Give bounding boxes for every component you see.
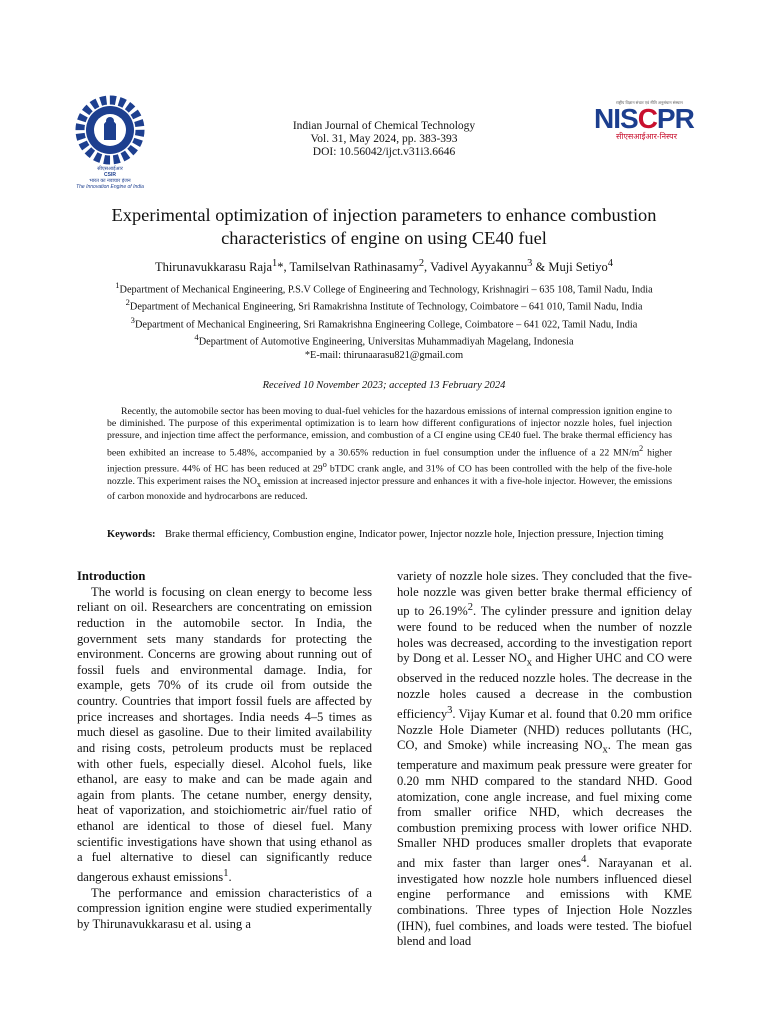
csir-hindi-name: सीएसआईआर: [97, 166, 123, 172]
abstract-text: higher injection pressure. 44% of HC has been reduced at 29: [107, 446, 672, 475]
title-line: Experimental optimization of injection parameters to enhance combustion: [111, 205, 657, 225]
author-sup: 4: [607, 258, 613, 269]
title-line: characteristics of engine on using CE40 fuel: [221, 228, 547, 248]
paragraph-text: . Narayanan et al. investigated how nozzle hole numbers influenced diesel engine performance and emissions with KME combinations. Three types of Injection Hole Nozzles (IHN), fuel combines, and loads were tested. The biofuel blend and load: [397, 856, 692, 949]
niscpr-brand: [594, 104, 694, 134]
keywords: [107, 528, 672, 542]
niscpr-hindi-brand: सीएसआईआर-निस्पर: [616, 132, 677, 141]
affiliation-sup: 1: [115, 280, 120, 290]
body-column-right: [397, 569, 692, 950]
keywords-text: Brake thermal efficiency, Combustion engine, Indicator power, Injector nozzle hole, Injection pressure, Injection timing: [165, 529, 664, 540]
author: [290, 260, 431, 274]
page-header: [0, 90, 768, 190]
abstract-sup: o: [322, 460, 327, 470]
csir-org: CSIR: [104, 172, 116, 178]
author-name: Tamilselvan Rathinasamy: [289, 260, 419, 275]
subscript: x: [526, 657, 532, 669]
affiliation-text: Department of Automotive Engineering, Universitas Muhammadiyah Magelang, Indonesia: [198, 336, 574, 348]
section-heading-introduction: Introduction: [77, 569, 146, 583]
abstract-sub: x: [256, 479, 261, 489]
abstract: [107, 406, 672, 503]
niscpr-brand-c: C: [637, 103, 657, 134]
abstract-text: emission at increased injector pressure and enhances it with a five-hole injector. However, the emissions of carbon monoxide and hydrocarbons are reduced.: [107, 475, 672, 502]
paragraph: [77, 585, 372, 886]
niscpr-tagline: राष्ट्रीय विज्ञान संचार एवं नीति अनुसंधान संस्थान: [616, 100, 683, 105]
author-name: Vadivel Ayyakannu: [430, 260, 528, 275]
body-column-left: [77, 569, 372, 933]
journal-doi[interactable]: DOI: 10.56042/ijct.v31i3.6646: [312, 146, 456, 158]
corresponding-email[interactable]: *E-mail: thirunaarasu821@gmail.com: [304, 350, 464, 361]
article-title: [60, 204, 708, 250]
abstract-text: bTDC crank angle, and 31% of CO has been controlled with the help of the five-hole nozzle. This experiment raises the NO: [107, 463, 673, 487]
author: [548, 260, 613, 274]
author-sep: ,: [424, 260, 431, 275]
affiliation: [0, 297, 768, 312]
affiliation-text: Department of Mechanical Engineering, P.S.V College of Engineering and Technology, Krishnagiri – 635 108, Tamil Nadu, India: [119, 284, 653, 296]
journal-issue: Vol. 31, May 2024, pp. 383-393: [310, 133, 458, 145]
author-name: Thirunavukkarasu Raja: [155, 260, 273, 275]
abstract-sup: 2: [639, 443, 644, 453]
keywords-label: Keywords:: [107, 529, 156, 540]
author-sup: 3: [527, 258, 533, 269]
author: [155, 260, 289, 274]
author: [430, 260, 548, 274]
paragraph-text: variety of nozzle hole sizes. They concluded that the five-hole nozzle was given better brake thermal efficiency of up to 26.19%: [397, 569, 692, 619]
paragraph-text: .: [228, 870, 232, 885]
subscript: x: [602, 744, 608, 756]
paragraph: [397, 569, 692, 950]
author-name: Muji Setiyo: [548, 260, 608, 275]
author-sep: *,: [277, 260, 290, 275]
niscpr-logo: [594, 100, 694, 140]
affiliation: [0, 315, 768, 330]
affiliation-sup: 3: [130, 315, 135, 325]
niscpr-brand-nis: NIS: [594, 103, 638, 134]
affiliation-text: Department of Mechanical Engineering, Sri Ramakrishna Engineering College, Coimbatore – 641 022, Tamil Nadu, India: [134, 319, 638, 331]
citation-ref[interactable]: 4: [581, 854, 587, 866]
affiliation-sup: 4: [194, 332, 199, 342]
affiliation-sup: 2: [125, 297, 130, 307]
received-dates: Received 10 November 2023; accepted 13 February 2024: [262, 380, 506, 391]
citation-ref[interactable]: 1: [223, 867, 229, 879]
paragraph-text: . The mean gas temperature and maximum peak pressure were greater for 0.20 mm NHD compared to the standard NHD. Good atomization, cone angle increase, and fuel mixing come from smaller orifice NHD, which decreases the combustion premixing process with lower orifice NHD. Smaller NHD produces smaller droplets that evaporate and mix faster than larger ones: [397, 738, 692, 871]
author-sup: 2: [418, 258, 425, 269]
paragraph-text: and Higher UHC and CO were observed in the reduced nozzle holes. The decrease in the nozzle holes caused a decrease in the combustion efficiency: [397, 651, 692, 721]
author-sup: 1: [272, 258, 278, 269]
niscpr-brand-pr: PR: [656, 103, 694, 134]
journal-name: Indian Journal of Chemical Technology: [292, 120, 476, 132]
paragraph-text: . Vijay Kumar et al. found that 0.20 mm orifice Nozzle Hole Diameter (NHD) reduces pollutants (HC, CO, and Smoke) while increasing NO: [397, 706, 692, 753]
csir-tagline: The Innovation Engine of India: [76, 184, 144, 190]
paragraph-text: . The cylinder pressure and ignition delay were found to be reduced when the number of nozzle holes was decreased, according to the investigation report by Dong et al. Lesser NO: [397, 604, 692, 666]
abstract-text: Recently, the automobile sector has been moving to dual-fuel vehicles for the hazardous emissions of internal compression ignition engine to be diminished. The purpose of this experimental optimization is to learn how different configurations of injector nozzle holes, fuel injection pressure, and injection time affect the performance, emission, and combustion of a CI engine using CE40 fuel. The brake thermal efficiency has been exhibited an increase to 5.48%, accompanied by a 30.65% reduction in fuel consumption under the influence of a 22 MN/m: [107, 406, 672, 458]
citation-ref[interactable]: 3: [447, 704, 453, 716]
csir-hindi-tagline: भारत का नवाचार इंजन: [89, 178, 131, 184]
citation-ref[interactable]: 2: [467, 602, 474, 614]
affiliation-text: Department of Mechanical Engineering, Sri Ramakrishna Institute of Technology, Coimbatore – 641 010, Tamil Nadu, India: [129, 301, 643, 313]
author-sep: &: [532, 260, 549, 275]
author-list: [0, 258, 768, 275]
affiliation: [0, 280, 768, 295]
paragraph-text: The performance and emission characteristics of a compression ignition engine were studied experimentally by Thirunavukkarasu et al. using a: [77, 885, 372, 931]
paragraph: [77, 886, 372, 933]
paragraph-text: The world is focusing on clean energy to become less reliant on oil. Researchers are concentrating on emission reduction in the automobile sector. In India, the government sets many standards for protecting the environment. Concerns are growing about running out of fossil fuels and environmental damage. India, for example, gets 70% of its crude oil from outside the country. Countries that import fossil fuels are affected by price increases and shortages. India needs 4–5 times as much diesel as gasoline. Due to their limited availability and rising costs, petroleum products must be replaced with other fuels, especially diesel. Alcohol fuels, like ethanol, are easy to make and can be made again and again from plants. The cetane number, energy density, heat of vaporization, and stoichiometric air/fuel ratio of ethanol are identical to those of diesel fuel. Many scientific investigations have shown that using ethanol as a fuel alternative to diesel can significantly reduce dangerous exhaust emissions: [77, 584, 372, 885]
affiliation: [0, 332, 768, 347]
